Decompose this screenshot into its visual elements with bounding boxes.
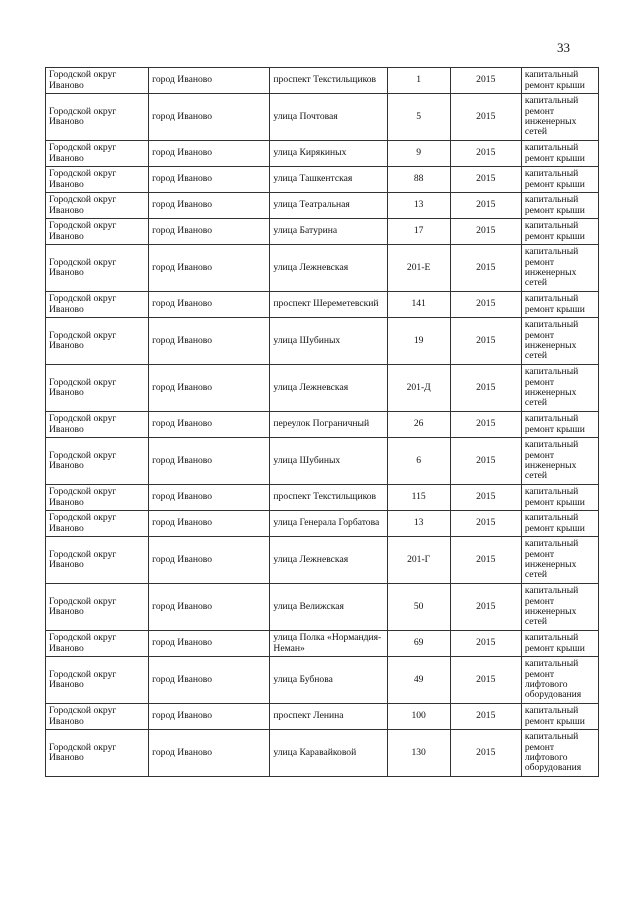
cell-street: улица Лежневская — [270, 537, 387, 584]
cell-house-number: 88 — [387, 167, 450, 193]
cell-work-type: капитальный ремонт лифтового оборудования — [521, 657, 598, 704]
cell-year: 2015 — [450, 584, 521, 631]
cell-city: город Иваново — [149, 438, 270, 485]
cell-street: улица Шубиных — [270, 318, 387, 365]
cell-city: город Иваново — [149, 511, 270, 537]
table-row — [46, 657, 599, 704]
cell-district: Городской округ Иваново — [46, 292, 149, 318]
cell-house-number: 17 — [387, 219, 450, 245]
cell-year: 2015 — [450, 485, 521, 511]
cell-street: проспект Текстильщиков — [270, 68, 387, 94]
cell-district: Городской округ Иваново — [46, 730, 149, 777]
cell-street: улица Шубиных — [270, 438, 387, 485]
cell-street: проспект Шереметевский — [270, 292, 387, 318]
cell-district: Городской округ Иваново — [46, 631, 149, 657]
cell-work-type: капитальный ремонт инженерных сетей — [521, 318, 598, 365]
cell-city: город Иваново — [149, 631, 270, 657]
cell-street: улица Лежневская — [270, 365, 387, 412]
cell-district: Городской округ Иваново — [46, 94, 149, 141]
cell-work-type: капитальный ремонт крыши — [521, 292, 598, 318]
table-row — [46, 365, 599, 412]
table-row — [46, 704, 599, 730]
cell-work-type: капитальный ремонт лифтового оборудования — [521, 730, 598, 777]
cell-house-number: 6 — [387, 438, 450, 485]
table-row — [46, 245, 599, 292]
table-row — [46, 537, 599, 584]
cell-work-type: капитальный ремонт инженерных сетей — [521, 94, 598, 141]
cell-district: Городской округ Иваново — [46, 365, 149, 412]
cell-city: город Иваново — [149, 584, 270, 631]
registry-table-body — [46, 68, 599, 777]
table-row — [46, 141, 599, 167]
table-row — [46, 584, 599, 631]
table-row — [46, 292, 599, 318]
cell-city: город Иваново — [149, 730, 270, 777]
cell-street: улица Почтовая — [270, 94, 387, 141]
cell-work-type: капитальный ремонт крыши — [521, 631, 598, 657]
cell-house-number: 115 — [387, 485, 450, 511]
cell-district: Городской округ Иваново — [46, 318, 149, 365]
cell-house-number: 49 — [387, 657, 450, 704]
cell-city: город Иваново — [149, 219, 270, 245]
cell-work-type: капитальный ремонт крыши — [521, 167, 598, 193]
table-row — [46, 68, 599, 94]
table-row — [46, 167, 599, 193]
cell-year: 2015 — [450, 438, 521, 485]
cell-house-number: 13 — [387, 193, 450, 219]
table-row — [46, 511, 599, 537]
cell-house-number: 13 — [387, 511, 450, 537]
table-row — [46, 438, 599, 485]
cell-district: Городской округ Иваново — [46, 141, 149, 167]
cell-street: улица Театральная — [270, 193, 387, 219]
table-row — [46, 193, 599, 219]
cell-district: Городской округ Иваново — [46, 412, 149, 438]
cell-district: Городской округ Иваново — [46, 537, 149, 584]
cell-work-type: капитальный ремонт инженерных сетей — [521, 245, 598, 292]
cell-year: 2015 — [450, 631, 521, 657]
cell-work-type: капитальный ремонт крыши — [521, 193, 598, 219]
cell-work-type: капитальный ремонт крыши — [521, 485, 598, 511]
cell-city: город Иваново — [149, 245, 270, 292]
cell-work-type: капитальный ремонт крыши — [521, 511, 598, 537]
cell-street: улица Ташкентская — [270, 167, 387, 193]
cell-street: улица Генерала Горбатова — [270, 511, 387, 537]
cell-work-type: капитальный ремонт крыши — [521, 141, 598, 167]
cell-city: город Иваново — [149, 365, 270, 412]
cell-city: город Иваново — [149, 657, 270, 704]
cell-district: Городской округ Иваново — [46, 704, 149, 730]
cell-house-number: 201-Е — [387, 245, 450, 292]
cell-year: 2015 — [450, 537, 521, 584]
cell-district: Городской округ Иваново — [46, 511, 149, 537]
cell-house-number: 9 — [387, 141, 450, 167]
cell-house-number: 201-Г — [387, 537, 450, 584]
cell-year: 2015 — [450, 292, 521, 318]
cell-year: 2015 — [450, 704, 521, 730]
cell-work-type: капитальный ремонт крыши — [521, 704, 598, 730]
table-row — [46, 94, 599, 141]
cell-street: проспект Текстильщиков — [270, 485, 387, 511]
cell-district: Городской округ Иваново — [46, 485, 149, 511]
cell-house-number: 141 — [387, 292, 450, 318]
cell-district: Городской округ Иваново — [46, 438, 149, 485]
cell-year: 2015 — [450, 657, 521, 704]
cell-year: 2015 — [450, 167, 521, 193]
repair-registry-table — [45, 67, 599, 777]
cell-street: переулок Пограничный — [270, 412, 387, 438]
cell-work-type: капитальный ремонт крыши — [521, 412, 598, 438]
cell-district: Городской округ Иваново — [46, 657, 149, 704]
cell-year: 2015 — [450, 94, 521, 141]
cell-city: город Иваново — [149, 94, 270, 141]
cell-district: Городской округ Иваново — [46, 584, 149, 631]
table-row — [46, 219, 599, 245]
cell-house-number: 26 — [387, 412, 450, 438]
table-row — [46, 318, 599, 365]
cell-city: город Иваново — [149, 167, 270, 193]
cell-work-type: капитальный ремонт крыши — [521, 219, 598, 245]
cell-year: 2015 — [450, 245, 521, 292]
cell-house-number: 5 — [387, 94, 450, 141]
cell-street: улица Бубнова — [270, 657, 387, 704]
cell-street: проспект Ленина — [270, 704, 387, 730]
cell-house-number: 1 — [387, 68, 450, 94]
cell-house-number: 130 — [387, 730, 450, 777]
cell-work-type: капитальный ремонт инженерных сетей — [521, 438, 598, 485]
cell-year: 2015 — [450, 318, 521, 365]
cell-work-type: капитальный ремонт крыши — [521, 68, 598, 94]
cell-city: город Иваново — [149, 704, 270, 730]
cell-street: улица Кирякиных — [270, 141, 387, 167]
cell-district: Городской округ Иваново — [46, 167, 149, 193]
cell-work-type: капитальный ремонт инженерных сетей — [521, 537, 598, 584]
cell-house-number: 100 — [387, 704, 450, 730]
cell-district: Городской округ Иваново — [46, 68, 149, 94]
cell-year: 2015 — [450, 412, 521, 438]
cell-street: улица Лежневская — [270, 245, 387, 292]
cell-street: улица Велижская — [270, 584, 387, 631]
table-row — [46, 730, 599, 777]
cell-city: город Иваново — [149, 68, 270, 94]
table-row — [46, 631, 599, 657]
cell-city: город Иваново — [149, 537, 270, 584]
cell-year: 2015 — [450, 219, 521, 245]
cell-year: 2015 — [450, 68, 521, 94]
cell-house-number: 69 — [387, 631, 450, 657]
cell-house-number: 201-Д — [387, 365, 450, 412]
cell-work-type: капитальный ремонт инженерных сетей — [521, 365, 598, 412]
cell-street: улица Каравайковой — [270, 730, 387, 777]
cell-street: улица Полка «Нормандия-Неман» — [270, 631, 387, 657]
cell-district: Городской округ Иваново — [46, 193, 149, 219]
cell-city: город Иваново — [149, 485, 270, 511]
cell-city: город Иваново — [149, 412, 270, 438]
cell-district: Городской округ Иваново — [46, 245, 149, 292]
page-number: 33 — [557, 40, 570, 55]
cell-city: город Иваново — [149, 318, 270, 365]
cell-street: улица Батурина — [270, 219, 387, 245]
cell-year: 2015 — [450, 141, 521, 167]
cell-work-type: капитальный ремонт инженерных сетей — [521, 584, 598, 631]
cell-year: 2015 — [450, 730, 521, 777]
cell-house-number: 19 — [387, 318, 450, 365]
cell-year: 2015 — [450, 193, 521, 219]
cell-year: 2015 — [450, 511, 521, 537]
cell-city: город Иваново — [149, 141, 270, 167]
table-row — [46, 412, 599, 438]
cell-city: город Иваново — [149, 292, 270, 318]
cell-year: 2015 — [450, 365, 521, 412]
cell-city: город Иваново — [149, 193, 270, 219]
table-row — [46, 485, 599, 511]
cell-house-number: 50 — [387, 584, 450, 631]
cell-district: Городской округ Иваново — [46, 219, 149, 245]
